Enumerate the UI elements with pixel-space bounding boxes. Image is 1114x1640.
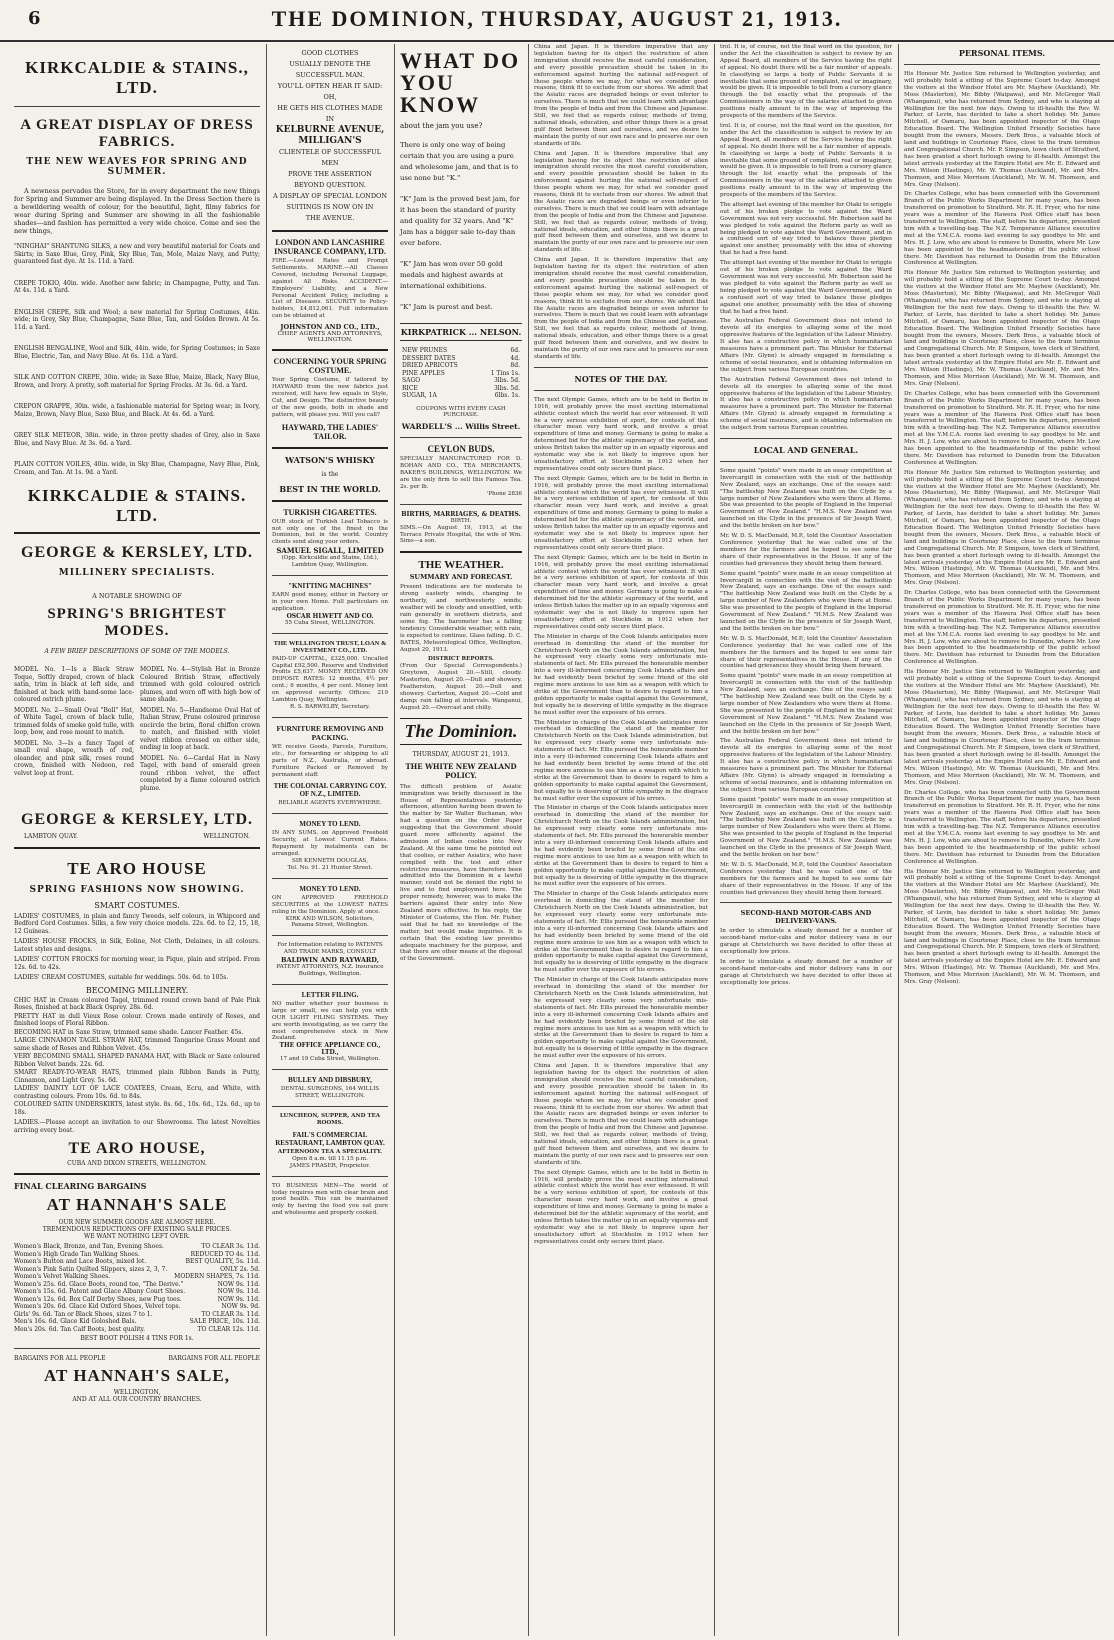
knitting-addr: 55 Cuba Street, WELLINGTON. <box>284 619 376 626</box>
milligan-ad <box>272 48 388 224</box>
ceylon-body: SPECIALLY MANUFACTURED FOR D. BOHAN AND CO., TEA MERCHANTS, BAKER'S BUILDINGS, WELLINGTON. We are the only firm to sell this Famous Tea. 2s. per lb. <box>400 456 522 490</box>
hannah-item-price: TO CLEAR 3s. 11d. <box>201 1243 260 1250</box>
knitting-head: "KNITTING MACHINES" <box>288 582 372 591</box>
te-aro-subhead: SPRING FASHIONS NOW SHOWING. <box>29 884 245 895</box>
personal-items-repeat: Dr. Charles College, who has been connected with the Government Branch of the Public Works Department for many years, has been transferred on promotion to Stratford. Mr. R. H. Fryer, who for nine years was a member of the Hawera Post Office staff has been transferred to Wellington. The staff, before his departure, presented him with a travelling-bag. The N.Z. Temperance Alliance executive met at the Y.M.C.A. rooms last evening to say goodbye to Mr. and Mrs. H. J. Low, who are about to remove to Dunedin, where Mr. Low has been appointed to the headmastership of the public school there. Mr. Davidson has returned to Dunedin from the Education Conference at Wellington. <box>904 789 1100 865</box>
london-lancashire-body: FIRE.—Lowest Rates and Prompt Settlements. MARINE.—All Classes Covered, including Personal Luggage, against All Risks. ACCIDENT.—Employers' Liability, and a New Personal Accident Policy, including a List of Diseases. SECURITY to Policy-holders, £4,812,061. Full information can be obtained at <box>272 258 388 320</box>
models-grid <box>14 663 260 795</box>
hannah-item-name: Women's Velvet Walking Shoes. <box>14 1273 111 1280</box>
hannah-item-name: Women's Pink Satin Quilted Slippers, sizes 2, 3, 7. <box>14 1265 168 1273</box>
money-lend-head-2: MONEY TO LEND. <box>299 884 361 893</box>
hannah-price-row <box>14 1288 260 1296</box>
fabric-item: ENGLISH BENGALINE, Wool and Silk, 44in. wide, for Spring Costumes; in Saxe Blue, Electric, Tan, and Navy Blue. At 6s. 11d. a Yard. <box>14 345 260 360</box>
milligan-line: SUITINGS IS NOW ON IN <box>286 203 374 211</box>
personal-items-repeat: His Honour Mr. Justice Sim returned to Wellington yesterday, and will probably hold a sitting of the Supreme Court to-day. Amongst the visitors at the Windsor Hotel are Mr. Mayhew (Auckland), Mr. Moss (Masterton), Mr. Bibby (Waipawa), and Mr. McGregor Wall (Whanganui), who has returned from Sydney, and who is staying at Wellington for the next few days. Owing to ill-health the Rev. W. Parker, of Levin, has decided to take a short holiday. Mr. James Mitchell, of Oamaru, has been appointed inspector of the Otago Education Board. The Wellington United Friendly Societies have bought from the owners, Messrs. Derk Bros., a valuable block of land and buildings in Courtenay Place, close to the tram terminus and Congregational Church. Mr. P. Simpson, town clerk of Stratford, has been granted a short furlough owing to ill-health. Amongst the latest arrivals yesterday at the Empire Hotel are Mr. E. Edward and Mrs. Wilson (Hastings), Mr. W. Thomas (Auckland), Mr. and Mrs. Thomson, and Miss Morrison (Auckland), Mr. W. M. Thomson, and Mrs. Gray (Nelson). <box>904 669 1100 786</box>
hannah-item-price: TO CLEAR 3s. 11d. <box>201 1310 260 1318</box>
jam-ad-line: "K" Jam is purest and best. <box>400 303 493 311</box>
milligan-line: USUALLY DENOTE THE <box>289 60 371 68</box>
watson-ad <box>272 455 388 494</box>
notes-of-the-day-head: NOTES OF THE DAY. <box>574 373 668 384</box>
masthead <box>0 0 1114 42</box>
hannah-item-price: NOW 9s. 11d. <box>217 1295 260 1303</box>
policy-body: The difficult problem of Asiatic immigration was briefly discussed in the House of Representatives yesterday afternoon, attention having been drawn to the matter by Sir Walter Buchanan, who had a question on the Order Paper suggesting that the Government should guard more efficiently against the admission of Indian coolies into New Zealand. At the same time he pointed out that coolies, or rather Asiatics, who have complied with the test and other restrictive measures, have therefore been admitted into the Dominion in a lawful manner, could not be denied the right to live and to find employment here. The proper remedy, however, was to make the barriers against their entry into New Zealand more effective. In his reply, the Minister of Customs, the Hon. Mr. Fisher, said that he had no knowledge of the matter, but would make inquiries. It is certain that the existing law provides adequate machinery for the purpose, and that there are other means at the disposal of the Government. <box>400 783 522 963</box>
births-head: BIRTHS, MARRIAGES, & DEATHS. <box>401 510 521 518</box>
model-description: MODEL No. 5—Handsome Oval Hat of Italian Straw, Prune coloured primrose encircle the brim, floral chiffon crown to match, and finished with violet velvet ribbon crossed on either side, ending in loop at back. <box>140 706 260 751</box>
birth-label: BIRTH. <box>450 517 472 524</box>
location-right: WELLINGTON. <box>203 833 250 840</box>
patents-sub: PATENT ATTORNEYS, N.Z. Insurance Buildings, Wellington. <box>276 964 384 978</box>
fabric-item: "NINGHAI" SHANTUNG SILKS, a new and very beautiful material for Coats and Skirts; in Saxe Blue, Grey, Pink, Sky Blue, Tan, Mole, Maize Navy, and Putty; guaranteed fast dye. At 1s. 11d. a Yard. <box>14 243 260 265</box>
money-lend-addr: Tel. No. 91. 21 Hunter Street. <box>287 864 373 871</box>
te-aro-address: CUBA AND DIXON STREETS, WELLINGTON. <box>67 1160 207 1167</box>
personal-items-repeat: Dr. Charles College, who has been connected with the Government Branch of the Public Works Department for many years, has been transferred on promotion to Stratford. Mr. R. H. Fryer, who for nine years was a member of the Hawera Post Office staff has been transferred to Wellington. The staff, before his departure, presented him with a travelling-bag. The N.Z. Temperance Alliance executive met at the Y.M.C.A. rooms last evening to say goodbye to Mr. and Mrs. H. J. Low, who are about to remove to Dunedin, where Mr. Low has been appointed to the headmastership of the public school there. Mr. Davidson has returned to Dunedin from the Education Conference at Wellington. <box>904 590 1100 666</box>
column-6 <box>900 44 1104 1634</box>
money-lend-body-2: ON APPROVED FREEHOLD SECURITIES at the LOWEST RATES ruling in the Dominion. Apply at once. <box>272 894 388 915</box>
olympic-note-repeat: The next Olympic Games, which are to be held in Berlin in 1916, will probably prove the most exciting international athletic contest which the world has ever witnessed. It will be a very serious exhibition of sport, for contests of this character mean very hard work, and involve a great expenditure of time and money. Germany is going to make a determined bid for the athletic supremacy of the world, and unless British takes the matter up in an equally vigorous and systematic way she is not likely to improve upon her unsatisfactory effort at Stockholm in 1912 when her representatives could only secure third place. <box>534 475 708 551</box>
minister-note: The Minister in charge of the Cook Islands anticipates more overhead in domiciling the stand of the member for Christchurch North on the Cook Islands administration, but he expressed very clearly some very unfortunate mis-statements of fact. Mr. Ellis pursued the honourable member into a very ill-informed concerning Cook Islands affairs and he had evidently been briefed by some friend of the old regime more anxious to use him as a weapon with which to strike at the Government than to desire to regard to him a golden opportunity to make capital against the Government, but equally he is deserving of little sympathy in the disgrace he must suffer over the exposure of his errors. <box>534 633 708 716</box>
furniture-body: WE receive Goods, Parcels, Furniture, etc., for forwarding or shipping to all parts of N.Z., Australia, or abroad. Furniture Packed or Removed by permanent staff. <box>272 743 388 778</box>
grocery-price: 6lbs. 1s. <box>494 392 520 399</box>
trust-sec: R. S. BARWELBY, Secretary. <box>290 704 370 710</box>
milligan-line: HE GETS HIS CLOTHES MADE <box>277 104 383 112</box>
kirkcaldie-subhead: THE NEW WEAVES FOR SPRING AND SUMMER. <box>26 157 248 177</box>
george-kersley-subhead: MILLINERY SPECIALISTS. <box>58 568 216 578</box>
hannah-price-row <box>14 1311 260 1319</box>
hannah-head: FINAL CLEARING BARGAINS <box>14 1181 147 1191</box>
policy-continued-repeat: China and Japan. It is therefore imperative that any legislation having for its object the restriction of alien immigration should receive the most careful consideration, and every possible precaution should be taken in its enforcement against hurting the national self-respect of those people whom we may, for what we consider good reasons, think fit to exclude from our shores. We admit that the Asiatic races are degraded beings or even inferior to ourselves. There is much that we could learn with advantage from the people of India and from the Chinese and Japanese. Still, we feel that as regards colour, methods of living, national ideals, education, and other things there is a great gulf fixed between them and ourselves, and we desire to maintain the purity of our own race and to preserve our own standards of life. <box>534 257 708 360</box>
hannah-polish: BEST BOOT POLISH 4 TINS FOR 1s. <box>80 1335 194 1342</box>
millinery-item: PRETTY HAT in dull Vieux Rose colour. Crown made entirely of Roses, and finished loops of Floral Ribbon. <box>14 1012 260 1027</box>
hannah-item-name: Men's 16s. 6d. Glace Kid Goloshed Bals. <box>14 1318 137 1325</box>
jam-ad-line: "K" Jam has won over 50 gold medals and highest awards at international exhibitions. <box>400 260 504 290</box>
hannah-item-price: NOW 9s. 11d. <box>217 1280 260 1288</box>
hannah-line: WE WANT NOTHING LEFT OVER. <box>84 1233 190 1240</box>
milligan-line: PROVE THE ASSERTION <box>288 170 372 178</box>
te-aro-title: TE ARO HOUSE <box>67 858 207 878</box>
policy-continued-repeat: China and Japan. It is therefore imperative that any legislation having for its object the restriction of alien immigration should receive the most careful consideration, and every possible precaution should be taken in its enforcement against hurting the national self-respect of those people whom we may, for what we consider good reasons, think fit to exclude from our shores. We admit that the Asiatic races are degraded beings or even inferior to ourselves. There is much that we could learn with advantage from the people of India and from the Chinese and Japanese. Still, we feel that as regards colour, methods of living, national ideals, education, and other things there is a great gulf fixed between them and ourselves, and we desire to maintain the purity of our own race and to preserve our own standards of life. <box>534 150 708 254</box>
otaki-note: The attempt last evening of the member for Otaki to wriggle out of his broken pledge to vote against the Ward Government was not very successful. Mr. Robertson said he was pledged to vote against the Reform party as well as being pledged to vote against the Ward Government, and in a confused sort of way tried to balance these pledges against one another, presumably with the idea of showing that he had a free hand. <box>720 201 892 257</box>
second-hand-head: SECOND-HAND MOTOR-CABS AND DELIVERY-VANS. <box>740 909 872 926</box>
what-do-you-know-title: WHAT DO YOU KNOW <box>400 48 521 117</box>
costume-item: LADIES' COSTUMES, in plain and fancy Tweeds, self colours, in Whipcord and Bedford Cord Costumes. Silks, a few very choice models. 22s. 6d. to 12, 15, 18, 12 Guineas. <box>14 912 260 935</box>
spring-modes-headline: SPRING'S BRIGHTEST MODES. <box>47 606 227 639</box>
milligan-line: THE AVENUE. <box>305 214 355 222</box>
second-hand-body-repeat: In order to stimulate a steady demand for a number of second-hand motor-cabs and motor delivery vans in our garage at Christchurch we have decided to offer these at exceptionally low prices. <box>720 959 892 986</box>
personal-items-body: His Honour Mr. Justice Sim returned to Wellington yesterday, and will probably hold a sitting of the Supreme Court to-day. Amongst the visitors at the Windsor Hotel are Mr. Mayhew (Auckland), Mr. Moss (Masterton), Mr. Bibby (Waipawa), and Mr. McGregor Wall (Whanganui), who has returned from Sydney, and who is staying at Wellington for the next few days. Owing to ill-health the Rev. W. Parker, of Levin, has decided to take a short holiday. Mr. James Mitchell, of Oamaru, has been appointed inspector of the Otago Education Board. The Wellington United Friendly Societies have bought from the owners, Messrs. Derk Bros., a valuable block of land and buildings in Courtenay Place, close to the tram terminus and Congregational Church. Mr. P. Simpson, town clerk of Stratford, has been granted a short furlough owing to ill-health. Amongst the latest arrivals yesterday at the Empire Hotel are Mr. E. Edward and Mrs. Wilson (Hastings), Mr. W. Thomas (Auckland), Mr. and Mrs. Thomson, and Miss Morrison (Auckland), Mr. W. M. Thomson, and Mrs. Gray (Nelson). <box>904 71 1100 188</box>
location-left: LAMBTON QUAY. <box>24 833 78 840</box>
column-1 <box>10 44 264 1634</box>
millinery-item: BECOMING HAT in Saxe Straw, trimmed same shade. Lancer Feather. 45s. <box>14 1028 244 1036</box>
policy-continued: China and Japan. It is therefore imperative that any legislation having for its object the restriction of alien immigration should receive the most careful consideration, and every possible precaution should be taken in its enforcement against hurting the national self-respect of those people whom we may, for what we consider good reasons, think fit to exclude from our shores. We admit that the Asiatic races are degraded beings or even inferior to ourselves. There is much that we could learn with advantage from the people of India and from the Chinese and Japanese. Still, we feel that as regards colour, methods of living, national ideals, education, and other things there is a great gulf fixed between them and ourselves, and we desire to maintain the purity of our own race and to preserve our own standards of life. <box>534 44 708 147</box>
hannah-item-price: SALE PRICE, 10s. 11d. <box>189 1318 260 1325</box>
federal-note-repeat: The Australian Federal Government does not intend to devote all its energies to allaying some of the most oppressive features of the legislation of the Labour Ministry. It also has a constructive policy in which humanitarian measures have a prominent part. The Minister for External Affairs (Mr. Glynn) is already engaged in formulating a scheme of social insurance, and is obtaining information on the subject from various European countries. <box>720 376 892 432</box>
money-lend-addr-2: Panama Street, Wellington. <box>291 922 369 929</box>
grocery-price-row <box>402 392 520 400</box>
minister-note-repeat: The Minister in charge of the Cook Islands anticipates more overhead in domiciling the stand of the member for Christchurch North on the Cook Islands administration, but he expressed very clearly some very unfortunate mis-statements of fact. Mr. Ellis pursued the honourable member into a very ill-informed concerning Cook Islands affairs and he had evidently been briefed by some friend of the old regime more anxious to use him as a weapon with which to strike at the Government than to desire to regard to him a golden opportunity to make capital against the Government, but equally he is deserving of little sympathy in the disgrace he must suffer over the exposure of his errors. <box>534 977 708 1060</box>
grocery-item: DRIED APRICOTS <box>402 362 458 369</box>
local-note-repeat: Some quaint "points" were made in an essay competition at Invercargill in connection with the visit of the battleship New Zealand, says an exchange. One of the essays said: "The battleship New Zealand was built on the Clyde by a large number of New Zealanders who were there at Home. She was presented to the people of England in the Imperial Government of New Zealand." "H.M.S. New Zealand was launched on the Clyde in the presence of Sir Joseph Ward, and the bottle broken on her bow." <box>720 570 892 632</box>
hayward-name: HAYWARD, THE LADIES' TAILOR. <box>281 422 379 441</box>
hannah-item-name: Women's High Grade Tan Walking Shoes. <box>14 1250 140 1258</box>
model-description: MODEL No. 3—Is a fancy Tagel of small oval shape, wreath of red, oleander, and pink silk, roses round crown, finished with Nedoon, red velvet loop at front. <box>14 739 134 777</box>
fabric-item: CREPE TOKIO, 40in. wide. Another new fabric; in Champagne, Putty, and Tan. At 4s. 11d. a Yard. <box>14 279 260 294</box>
fabric-item: SILK AND COTTON CREPE, 30in. wide; in Saxe Blue, Maize, Black, Navy Blue, Brown, and Ivory. A pretty, soft material for Spring Frocks. At 3s. 6d. a Yard. <box>14 374 260 389</box>
watson-line: is the <box>321 470 339 478</box>
trust-head: THE WELLINGTON TRUST, LOAN & INVESTMENT CO., LTD. <box>273 639 387 654</box>
fails-name: JAMES FRASER, Proprietor. <box>289 1162 371 1169</box>
milligan-line: YOU'LL OFTEN HEAR IT SAID: OH, <box>277 82 383 101</box>
column-rule <box>266 44 267 1636</box>
grocery-price-list <box>402 347 520 400</box>
office-name: THE OFFICE APPLIANCE CO., LTD., <box>279 1042 381 1057</box>
hannah-line: OUR NEW SUMMER GOODS ARE ALMOST HERE. <box>58 1219 216 1226</box>
milligan-line: MILLIGAN'S <box>298 136 362 146</box>
models-intro: A FEW BRIEF DESCRIPTIONS OF SOME OF THE MODELS. <box>44 648 230 655</box>
millinery-item: VERY BECOMING SMALL SHAPED PANAMA HAT, with Black or Saxe coloured Ribbon Velvet bands. 22s. 6d. <box>14 1053 260 1068</box>
millinery-item: COLOURED SATIN UNDERSKIRTS, latest style. 8s. 6d., 10s. 6d., 12s. 6d., up to 18s. <box>14 1101 260 1116</box>
mp-note-repeat: Mr. W. D. S. MacDonald, M.P., told the Counties' Association Conference yesterday that he was called one of the members for the farmers and he hoped to see some fair share of their representatives in the House. If any of the counties had grievances they should bring them forward. <box>720 861 892 896</box>
jam-ad-line: There is only one way of being certain that you are using a pure and wholesome jam, and that is to use none but "K." <box>400 141 519 182</box>
olympic-note: The next Olympic Games, which are to be held in Berlin in 1916, will probably prove the most exciting international athletic contest which the world has ever witnessed. It will be a very serious exhibition of sport, for contests of this character mean very hard work, and involve a great expenditure of time and money. Germany is going to make a determined bid for the athletic supremacy of the world, and unless British takes the matter up in an equally vigorous and systematic way she is not likely to improve upon her unsatisfactory effort at Stockholm in 1912 when her representatives could only secure third place. <box>534 396 708 472</box>
milligan-line: IN <box>325 115 335 123</box>
patents-head: For Information relating to PATENTS AND TRADE MARKS, CONSULT <box>277 942 383 956</box>
hannah-line: TREMENDOUS REDUCTIONS OFF EXISTING SALE PRICES. <box>42 1226 232 1233</box>
hannah-item-price: NOW 9s. 11d. <box>217 1288 260 1295</box>
what-do-you-know-sub: about the jam you use? <box>400 122 483 130</box>
minister-note-repeat: The Minister in charge of the Cook Islands anticipates more overhead in domiciling the stand of the member for Christchurch North on the Cook Islands administration, but he expressed very clearly some very unfortunate mis-statements of fact. Mr. Ellis pursued the honourable member into a very ill-informed concerning Cook Islands affairs and he had evidently been briefed by some friend of the old regime more anxious to use him as a weapon with which to strike at the Government than to desire to regard to him a golden opportunity to make capital against the Government, but equally he is deserving of little sympathy in the disgrace he must suffer over the exposure of his errors. <box>534 805 708 888</box>
hannah-item-name: Women's 25s. 6d. Glace Boots, round toe, "The Derive." <box>14 1280 184 1288</box>
costume-item: LADIES' HOUSE FROCKS, in Silk, Eoline, Not Cloth, Delaines, in all colours. Latest styles and designs. <box>14 938 260 953</box>
turkish-head: TURKISH CIGARETTES. <box>283 507 377 517</box>
money-lend-name-2: KIRK AND WILSON, Solicitors, <box>285 915 375 922</box>
office-addr: 17 and 19 Cuba Street, Wellington. <box>280 1056 380 1063</box>
millinery-item: LADIES' DAINTY LOT OF LACE COATEES, Cream, Ecru, and White, with contrasting colours. From 10s. 6d. to 84s. <box>14 1085 260 1100</box>
te-aro-note: LADIES.—Please accept an invitation to our Showrooms. The latest Novelties arriving every boat. <box>14 1119 260 1134</box>
hannah-price-row <box>14 1318 260 1326</box>
weather-sub: SUMMARY AND FORECAST. <box>409 573 513 582</box>
hayward-head: CONCERNING YOUR SPRING COSTUME. <box>273 357 387 376</box>
paper-nameplate: The Dominion. <box>400 718 522 745</box>
hannah-footer: AT HANNAH'S SALE, <box>44 1365 230 1385</box>
grocery-price-row <box>402 385 520 393</box>
paper-date: THURSDAY, AUGUST 21, 1913. <box>412 750 510 758</box>
grocery-price-row <box>402 362 520 370</box>
hannah-price-row <box>14 1273 260 1281</box>
grocery-item: DESSERT DATES <box>402 354 456 362</box>
te-aro-footer: TE ARO HOUSE, <box>68 1140 206 1157</box>
letter-filing-head: LETTER FILING. <box>301 990 359 999</box>
hannah-price-row <box>14 1251 260 1259</box>
grocery-price: 6d. <box>510 347 520 354</box>
hannah-item-price: BEST QUALITY, 5s. 11d. <box>185 1258 260 1265</box>
model-description: MODEL No. 6—Cardal Hat in Navy Tagel, with band of emerald green round ribbon velvet, the effect completed by a flame coloured ostrich plume. <box>140 754 260 792</box>
personal-items-repeat: Dr. Charles College, who has been connected with the Government Branch of the Public Works Department for many years, has been transferred on promotion to Stratford. Mr. R. H. Fryer, who for nine years was a member of the Hawera Post Office staff has been transferred to Wellington. The staff, before his departure, presented him with a travelling-bag. The N.Z. Temperance Alliance executive met at the Y.M.C.A. rooms last evening to say goodbye to Mr. and Mrs. H. J. Low, who are about to remove to Dunedin, where Mr. Low has been appointed to the headmastership of the public school there. Mr. Davidson has returned to Dunedin from the Education Conference at Wellington. <box>904 390 1100 466</box>
hannah-price-list <box>14 1243 260 1333</box>
bulley-head: BULLEY AND DIBSBURY, <box>288 1076 372 1085</box>
patents-name: BALDWIN AND RAYWARD, <box>281 956 379 965</box>
hannah-title: AT HANNAH'S SALE <box>46 1195 228 1214</box>
milligan-line: SUCCESSFUL MAN. <box>295 71 365 79</box>
grocery-price-row <box>402 377 520 385</box>
becoming-millinery-head: BECOMING MILLINERY. <box>85 985 189 995</box>
grocery-price-row <box>402 355 520 363</box>
london-agent-sub: CHIEF AGENTS AND ATTORNEYS, WELLINGTON. <box>277 331 383 344</box>
classification-note: trol. It is, of course, not the final word on the question, for under the Act the classification is subject to review by an Appeal Board, all members of the Service having the right of appeal. No doubt there will be a fair number of appeals. In classifying so large a body of Public Servants it is inevitable that some ground of complaint, real or imaginary, would be given. It is impossible to tell from a cursory glance through the list exactly what the proposals of the Commissioners in the way of the salaries attached to given positions really amount to in the way of improving the prospects of the members of the Service. <box>720 44 892 120</box>
jam-ad-line: "K" Jam is the proved best jam, for it has been the standard of purity and quality for 32 years. And "K" Jam has a bigger sale to-day than ever before. <box>400 195 520 247</box>
column-3 <box>396 44 526 1634</box>
model-description: MODEL No. 1—Is a Black Straw Toque, Softly draped, crown of black satin, trim in black at left side, and finished at back with hand-some lace-coloured ostrich plume. <box>14 666 134 703</box>
ceylon-phone: 'Phone 2836 <box>486 490 522 497</box>
hayward-body: Your Spring Costume, if tailored by HAYWARD from the new fabrics just received, will have few equals in Style, Cut, and Design. The distinctive beauty of the new goods, both in shade and pattern, will please you. Will you call? <box>272 377 388 418</box>
local-note-repeat: Some quaint "points" were made in an essay competition at Invercargill in connection with the visit of the battleship New Zealand, says an exchange. One of the essays said: "The battleship New Zealand was built on the Clyde by a large number of New Zealanders who were there at Home. She was presented to the people of England in the Imperial Government of New Zealand." "H.M.S. New Zealand was launched on the Clyde in the presence of Sir Joseph Ward, and the bottle broken on her bow." <box>720 673 892 735</box>
column-rule <box>394 44 395 1636</box>
column-2 <box>268 44 392 1634</box>
hannah-item-name: Women's 15s. 6d. Patent and Glace Albany Court Shoes. <box>14 1288 186 1295</box>
kirkcaldie-headline: A GREAT DISPLAY OF DRESS FABRICS. <box>20 117 254 150</box>
notable-showing: A NOTABLE SHOWING OF <box>92 592 182 600</box>
hannah-price-row <box>14 1326 260 1334</box>
grocery-price: 1 Tins 1s. <box>490 369 520 377</box>
smart-costumes-head: SMART COSTUMES. <box>94 900 180 910</box>
newspaper-title: THE DOMINION, THURSDAY, AUGUST 21, 1913. <box>271 6 843 31</box>
hannah-item-name: Men's 20s. 6d. Tan Calf Boots, best quality. <box>14 1325 146 1333</box>
business-men-ad: TO BUSINESS MEN—The world of today requires men with clear brain and good health. This can be maintained only by having the food you eat pure and wholesome and properly cooked. <box>272 1182 388 1217</box>
birth-notice: SIMS.—On August 19, 1913, at the Terrace Private Hospital, the wife of Wm. Sims—a son. <box>400 524 522 545</box>
hannah-item-price: NOW 9s. 9d. <box>221 1303 260 1310</box>
hannah-item-price: REDUCED TO 4s. 11d. <box>190 1250 260 1258</box>
grocery-price-row <box>402 370 520 378</box>
grocery-price: 3lbs. 5d. <box>493 377 520 384</box>
trust-body: PAID-UP CAPITAL, £325,000. Uncalled Capital £92,500. Reserve and Undivided Profits £5,637. MONEY RECEIVED ON DEPOSIT. RATES: 12 months, 4½ per cent.; 6 months, 4 per cent. Money lent on approved security. Offices: 219 Lambton Quay, Wellington. <box>272 655 388 704</box>
second-hand-body: In order to stimulate a steady demand for a number of second-hand motor-cabs and motor delivery vans in our garage at Christchurch we have decided to offer these at exceptionally low prices. <box>720 928 892 956</box>
london-agent: JOHNSTON AND CO., LTD., <box>280 323 380 332</box>
classification-note-repeat: trol. It is, of course, not the final word on the question, for under the Act the classification is subject to review by an Appeal Board, all members of the Service having the right of appeal. No doubt there will be a fair number of appeals. In classifying so large a body of Public Servants it is inevitable that some ground of complaint, real or imaginary, would be given. It is impossible to tell from a cursory glance through the list exactly what the proposals of the Commissioners in the way of the salaries attached to given positions really amount to in the way of improving the prospects of the members of the Service. <box>720 122 892 199</box>
policy-head: THE WHITE NEW ZEALAND POLICY. <box>405 761 517 780</box>
money-lend-head: MONEY TO LEND. <box>299 820 361 829</box>
fails-head: FAIL'S COMMERCIAL RESTAURANT, LAMBTON QUAY. <box>275 1130 385 1147</box>
hannah-item-price: MODERN SHAPES, 7s. 11d. <box>174 1273 260 1280</box>
knitting-body: EARN good money, either in Factory or in your own Home. Full particulars on application. <box>272 592 388 612</box>
london-lancashire-title: LONDON AND LANCASHIRE INSURANCE COMPANY, LTD. <box>274 238 386 256</box>
bargains-right: BARGAINS FOR ALL PEOPLE <box>168 1355 260 1362</box>
personal-items-body-2: Dr. Charles College, who has been connected with the Government Branch of the Public Works Department for many years, has been transferred on promotion to Stratford. Mr. R. H. Fryer, who for nine years was a member of the Hawera Post Office staff has been transferred to Wellington. The staff, before his departure, presented him with a travelling-bag. The N.Z. Temperance Alliance executive met at the Y.M.C.A. rooms last evening to say goodbye to Mr. and Mrs. H. J. Low, who are about to remove to Dunedin, where Mr. Low has been appointed to the headmastership of the public school there. Mr. Davidson has returned to Dunedin from the Education Conference at Wellington. <box>904 191 1100 267</box>
fabric-item: GREY SILK METEOR, 38in. wide, in three pretty shades of Grey, also in Saxe Blue, and Navy Blue. At 3s. 6d. a Yard. <box>14 432 260 447</box>
milligan-line: GOOD CLOTHES <box>301 49 359 57</box>
district-head: DISTRICT REPORTS. <box>428 656 494 663</box>
luncheon-head: LUNCHEON, SUPPER, AND TEA ROOMS. <box>279 1113 381 1126</box>
costume-item: LADIES' CREAM COSTUMES, suitable for weddings. 50s. 6d. to 105s. <box>14 974 229 981</box>
hannah-price-row <box>14 1281 260 1289</box>
fabric-item: ENGLISH CREPE, Silk and Wool; a new material for Spring Costumes, 44in. wide; in Grey, Sky Blue, Champagne, Saxe Blue, Tan, and Golden Brown. At 5s. 11d. a Yard. <box>14 308 260 331</box>
hannah-item-name: Women's Black, Bronze, and Tan, Evening Shoes. <box>14 1243 164 1250</box>
minister-note-repeat: The Minister in charge of the Cook Islands anticipates more overhead in domiciling the stand of the member for Christchurch North on the Cook Islands administration, but he expressed very clearly some very unfortunate mis-statements of fact. Mr. Ellis pursued the honourable member into a very ill-informed concerning Cook Islands affairs and he had evidently been briefed by some friend of the old regime more anxious to use him as a weapon with which to strike at the Government than to desire to regard to him a golden opportunity to make capital against the Government, but equally he is deserving of little sympathy in the disgrace he must suffer over the exposure of his errors. <box>534 891 708 974</box>
local-note: Some quaint "points" were made in an essay competition at Invercargill in connection with the visit of the battleship New Zealand, says an exchange. One of the essays said: "The battleship New Zealand was built on the Clyde by a large number of New Zealanders who were there at Home. She was presented to the people of England in the Imperial Government of New Zealand." "H.M.S. New Zealand was launched on the Clyde in the presence of Sir Joseph Ward, and the bottle broken on her bow." <box>720 467 892 530</box>
bargains-left: BARGAINS FOR ALL PEOPLE <box>14 1355 106 1362</box>
milligan-line: CLIENTELE OF SUCCESSFUL MEN <box>278 148 382 167</box>
hannah-branches: AND AT ALL OUR COUNTRY BRANCHES. <box>72 1395 202 1403</box>
model-description: MODEL No. 4—Stylish Hat in Bronze Coloured British Straw, effectively trimmed with gold coloured ostrich plumes, and worn off with high bow of same shade. <box>140 666 260 703</box>
george-kersley-location <box>24 833 250 841</box>
personal-items-repeat: His Honour Mr. Justice Sim returned to Wellington yesterday, and will probably hold a sitting of the Supreme Court to-day. Amongst the visitors at the Windsor Hotel are Mr. Mayhew (Auckland), Mr. Moss (Masterton), Mr. Bibby (Waipawa), and Mr. McGregor Wall (Whanganui), who has returned from Sydney, and who is staying at Wellington for the next few days. Owing to ill-health the Rev. W. Parker, of Levin, has decided to take a short holiday. Mr. James Mitchell, of Oamaru, has been appointed inspector of the Otago Education Board. The Wellington United Friendly Societies have bought from the owners, Messrs. Derk Bros., a valuable block of land and buildings in Courtenay Place, close to the tram terminus and Congregational Church. Mr. P. Simpson, town clerk of Stratford, has been granted a short furlough owing to ill-health. Amongst the latest arrivals yesterday at the Empire Hotel are Mr. E. Edward and Mrs. Wilson (Hastings), Mr. W. Thomas (Auckland), Mr. and Mrs. Thomson, and Miss Morrison (Auckland), Mr. W. M. Thomson, and Mrs. Gray (Nelson). <box>904 270 1100 387</box>
federal-note: The Australian Federal Government does not intend to devote all its energies to allaying some of the most oppressive features of the legislation of the Labour Ministry. It also has a constructive policy in which humanitarian measures have a prominent part. The Minister for External Affairs (Mr. Glynn) is already engaged in formulating a scheme of social insurance, and is obtaining information on the subject from various European countries. <box>720 318 892 373</box>
hannah-item-name: Women's Button and Lace Boots, mixed lot. <box>14 1258 147 1265</box>
weather-body: Present indications are for moderate to strong easterly winds, changing to northerly, and northwesterly winds; weather will be cloudy and unsettled, with rain generally in southern districts, and some fog. The barometer has a falling tendency. Considerable weather, with rain, is expected to continue. Glass falling. D. C. BATES, Meteorological Office, Wellington, August 20, 1913. <box>400 584 522 653</box>
turkish-body: OUR stock of Turkish Leaf Tobacco is not only one of the finest in the Dominion, but in the world. Country clients send along your orders. <box>272 518 388 546</box>
hannah-item-name: Women's 20s. 6d. Glace Kid Oxford Shoes, Velvet tops. <box>14 1303 181 1310</box>
mp-note-repeat: Mr. W. D. S. MacDonald, M.P., told the Counties' Association Conference yesterday that he was called one of the members for the farmers and he hoped to see some fair share of their representatives in the House. If any of the counties had grievances they should bring them forward. <box>720 635 892 670</box>
local-general-head: LOCAL AND GENERAL. <box>753 444 859 455</box>
colonial-sub: RELIABLE AGENTS EVERYWHERE. <box>278 800 382 807</box>
fails-hours: Open 8 a.m. till 11.15 p.m. <box>292 1155 368 1162</box>
otaki-note-repeat: The attempt last evening of the member for Otaki to wriggle out of his broken pledge to vote against the Ward Government was not very successful. Mr. Robertson said he was pledged to vote against the Reform party as well as being pledged to vote against the Ward Government, and in a confused sort of way tried to balance these pledges against one another, presumably with the idea of showing that he had a free hand. <box>720 260 892 315</box>
grocery-item: SAGO <box>402 377 421 384</box>
federal-note-repeat: The Australian Federal Government does not intend to devote all its energies to allaying some of the most oppressive features of the legislation of the Labour Ministry. It also has a constructive policy in which humanitarian measures have a prominent part. The Minister for External Affairs (Mr. Glynn) is already engaged in formulating a scheme of social insurance, and is obtaining information on the subject from various European countries. <box>720 738 892 793</box>
grocery-price: 8d. <box>510 362 520 369</box>
millinery-item: LARGE CINNAMON TAGEL STRAW HAT, trimmed Tangarine Grass Mount and same shade of Roses and Ribbon Velvet. 45s. <box>14 1037 260 1052</box>
george-kersley-title: GEORGE & KERSLEY, LTD. <box>21 544 253 561</box>
grocery-item: PINE APPLES <box>402 369 445 377</box>
knitting-name: OSCAR HLWETT AND CO. <box>286 612 374 620</box>
grocery-price: 3lbs. 5d. <box>493 384 520 392</box>
money-lend-name: SIR KENNETH DOUGLAS, <box>292 857 368 864</box>
hannah-item-price: TO CLEAR 12s. 11d. <box>197 1325 260 1333</box>
hannah-price-row <box>14 1303 260 1311</box>
milligan-line: A DISPLAY OF SPECIAL LONDON <box>272 192 388 200</box>
page-number: 6 <box>28 8 41 29</box>
fabric-item: CREPON GRAPPE, 30in. wide, a fashionable material for Spring wear; in Ivory, Maize, Brown, Navy Blue, Saxe Blue, and Black. At 4s. 6d. a Yard. <box>14 403 260 418</box>
column-rule <box>898 44 899 1636</box>
column-4 <box>530 44 712 1634</box>
coupons-note: COUPONS WITH EVERY CASH PURCHASE. <box>416 405 506 419</box>
furniture-head: FURNITURE REMOVING AND PACKING. <box>276 723 384 742</box>
milligan-line: BEYOND QUESTION. <box>294 181 366 189</box>
column-rule <box>714 44 715 1636</box>
hannah-item-name: Women's 12s. 6d. Box Calf Derby Shoes, new Pug toes. <box>14 1295 182 1303</box>
grocery-price-row <box>402 347 520 355</box>
column-rule <box>528 44 529 1636</box>
milligan-line: KELBURNE AVENUE, <box>275 125 385 135</box>
fails-sub: AFTERNOON TEA A SPECIALITY. <box>277 1148 383 1155</box>
hannah-item-price: ONLY 2s. 5d. <box>220 1265 260 1273</box>
colonial-head: THE COLONIAL CARRYING COY. OF N.Z., LIMITED. <box>273 782 387 799</box>
olympic-note-repeat: The next Olympic Games, which are to be held in Berlin in 1916, will probably prove the most exciting international athletic contest which the world has ever witnessed. It will be a very serious exhibition of sport, for contests of this character mean very hard work, and involve a great expenditure of time and money. Germany is going to make a determined bid for the athletic supremacy of the world, and unless British takes the matter up in an equally vigorous and systematic way she is not likely to improve upon her unsatisfactory effort at Stockholm in 1912 when her representatives could only secure third place. <box>534 554 708 630</box>
hannah-city: WELLINGTON, <box>113 1388 161 1396</box>
kirkcaldie-title: KIRKCALDIE & STAINS., LTD. <box>25 58 249 97</box>
watson-line: BEST IN THE WORLD. <box>279 483 381 494</box>
letter-filing-body: NO matter whether your business is large or small, we can help you with OUR LIGHT FILING SYSTEMS. They are worth investigating, as we carry the most comprehensive stock in New Zealand. <box>272 1000 388 1042</box>
personal-items-repeat: His Honour Mr. Justice Sim returned to Wellington yesterday, and will probably hold a sitting of the Supreme Court to-day. Amongst the visitors at the Windsor Hotel are Mr. Mayhew (Auckland), Mr. Moss (Masterton), Mr. Bibby (Waipawa), and Mr. McGregor Wall (Whanganui), who has returned from Sydney, and who is staying at Wellington for the next few days. Owing to ill-health the Rev. W. Parker, of Levin, has decided to take a short holiday. Mr. James Mitchell, of Oamaru, has been appointed inspector of the Otago Education Board. The Wellington United Friendly Societies have bought from the owners, Messrs. Derk Bros., a valuable block of land and buildings in Courtenay Place, close to the tram terminus and Congregational Church. Mr. P. Simpson, town clerk of Stratford, has been granted a short furlough owing to ill-health. Amongst the latest arrivals yesterday at the Empire Hotel are Mr. E. Edward and Mrs. Wilson (Hastings), Mr. W. Thomas (Auckland), Mr. and Mrs. Thomson, and Miss Morrison (Auckland), Mr. W. M. Thomson, and Mrs. Gray (Nelson). <box>904 469 1100 587</box>
grocery-item: SUGAR, 1A <box>402 392 437 399</box>
hannah-item-name: Girls' 9s. 6d. Tan or Black Shoes, sizes 7 to 1. <box>14 1310 153 1318</box>
kirkcaldie-intro: A newness pervades the Store, for in every department the new things for Spring and Summer are being displayed. In the Dress Section there is a bewildering wealth of colour, for the beautiful, light, filmy fabrics for wear during Spring and Summer are showing in all the fashionable shades—and fashion has permitted a very wide choice. Come and see the new things, <box>14 187 260 235</box>
costume-item: LADIES' COTTON FROCKS for morning wear, in Pique, plain and striped. From 12s. 6d. to 42s. <box>14 956 260 971</box>
hannah-price-row <box>14 1258 260 1266</box>
hannah-price-row <box>14 1296 260 1304</box>
money-lend-body: IN ANY SUMS, on Approved Freehold Security, at Lowest Current Rates. Repayment by instalments can be arranged. <box>272 830 388 858</box>
hannah-price-row <box>14 1243 260 1251</box>
watson-line: WATSON'S WHISKY <box>285 454 375 465</box>
local-note-repeat: Some quaint "points" were made in an essay competition at Invercargill in connection with the visit of the battleship New Zealand, says an exchange. One of the essays said: "The battleship New Zealand was built on the Clyde by a large number of New Zealanders who were there at Home. She was presented to the people of England in the Imperial Government of New Zealand." "H.M.S. New Zealand was launched on the Clyde in the presence of Sir Joseph Ward, and the bottle broken on her bow." <box>720 796 892 858</box>
hannah-bargains <box>14 1355 260 1363</box>
bulley-body: DENTAL SURGEONS, 164 WILLIS STREET, WELLINGTON. <box>280 1086 380 1100</box>
district-body: (From Our Special Correspondents.) Greytown, August 20.—Still, cloudy. Masterton, August 20.—Dull and showery. Featherston, August 20.—Dull and showery. Carterton, August 20.—Cold and damp; rain falling at intervals. Wanganui, August 20.—Overcast and chilly. <box>400 663 522 711</box>
ceylon-head: CEYLON BUDS. <box>427 444 495 455</box>
minister-note-repeat: China and Japan. It is therefore imperative that any legislation having for its object the restriction of alien immigration should receive the most careful consideration, and every possible precaution should be taken in its enforcement against hurting the national self-respect of those people whom we may, for what we consider good reasons, think fit to exclude from our shores. We admit that the Asiatic races are degraded beings or even inferior to ourselves. There is much that we could learn with advantage from the people of India and from the Chinese and Japanese. Still, we feel that as regards colour, methods of living, national ideals, education, and other things there is a great gulf fixed between them and ourselves, and we desire to maintain the purity of our own race and to preserve our own standards of life. <box>534 1063 708 1166</box>
minister-note-repeat: The Minister in charge of the Cook Islands anticipates more overhead in domiciling the stand of the member for Christchurch North on the Cook Islands administration, but he expressed very clearly some very unfortunate mis-statements of fact. Mr. Ellis pursued the honourable member into a very ill-informed concerning Cook Islands affairs and he had evidently been briefed by some friend of the old regime more anxious to use him as a weapon with which to strike at the Government than to desire to regard to him a golden opportunity to make capital against the Government, but equally he is deserving of little sympathy in the disgrace he must suffer over the exposure of his errors. <box>534 719 708 802</box>
fabric-item: PLAIN COTTON VOILES, 40in. wide, in Sky Blue, Champagne, Navy Blue, Pink, Cream, and Tan. At 1s. 9d. a Yard. <box>14 461 260 476</box>
kirkpatrick-footer: KIRKPATRICK ... NELSON. <box>400 323 522 341</box>
mp-note: Mr. W. D. S. MacDonald, M.P., told the Counties' Association Conference yesterday that he was called one of the members for the farmers and he hoped to see some fair share of their representatives in the House. If any of the counties had grievances they should bring them forward. <box>720 533 892 567</box>
grocery-price: 4d. <box>510 354 520 362</box>
grocery-item: NEW PRUNES <box>402 347 448 354</box>
hannah-price-row <box>14 1266 260 1274</box>
wardell-name: WARDELL'S ... Willis Street. <box>401 422 521 432</box>
personal-items-head: PERSONAL ITEMS. <box>958 48 1046 58</box>
weather-head: THE WEATHER. <box>418 559 504 572</box>
millinery-item: CHIC HAT in Cream coloured Tagel, trimmed round crown band of Pale Pink Roses, finished at back Black Osprey. 28s. 6d. <box>14 996 260 1011</box>
column-5 <box>716 44 896 1634</box>
george-kersley-footer: GEORGE & KERSLEY, LTD. <box>21 811 253 828</box>
grocery-item: RICE <box>402 384 418 392</box>
minister-note-repeat: The next Olympic Games, which are to be held in Berlin in 1916, will probably prove the most exciting international athletic contest which the world has ever witnessed. It will be a very serious exhibition of sport, for contests of this character mean very hard work, and involve a great expenditure of time and money. Germany is going to make a determined bid for the athletic supremacy of the world, and unless British takes the matter up in an equally vigorous and systematic way she is not likely to improve upon her unsatisfactory effort at Stockholm in 1912 when her representatives could only secure third place. <box>534 1169 708 1245</box>
model-description: MODEL No. 2—Small Oval "Boll" Hat, of White Tagel, crown of black tulle, trimmed folds of smoke gold tulle, with loop, bow, and rose mount to match. <box>14 706 134 736</box>
millinery-item: SMART READY-TO-WEAR HATS, trimmed plain Ribbon Bands in Putty, Cinnamon, and Light Grey. 5s. 6d. <box>14 1069 260 1084</box>
personal-items-repeat: His Honour Mr. Justice Sim returned to Wellington yesterday, and will probably hold a sitting of the Supreme Court to-day. Amongst the visitors at the Windsor Hotel are Mr. Mayhew (Auckland), Mr. Moss (Masterton), Mr. Bibby (Waipawa), and Mr. McGregor Wall (Whanganui), who has returned from Sydney, and who is staying at Wellington for the next few days. Owing to ill-health the Rev. W. Parker, of Levin, has decided to take a short holiday. Mr. James Mitchell, of Oamaru, has been appointed inspector of the Otago Education Board. The Wellington United Friendly Societies have bought from the owners, Messrs. Derk Bros., a valuable block of land and buildings in Courtenay Place, close to the tram terminus and Congregational Church. Mr. P. Simpson, town clerk of Stratford, has been granted a short furlough owing to ill-health. Amongst the latest arrivals yesterday at the Empire Hotel are Mr. E. Edward and Mrs. Wilson (Hastings), Mr. W. Thomas (Auckland), Mr. and Mrs. Thomson, and Miss Morrison (Auckland), Mr. W. M. Thomson, and Mrs. Gray (Nelson). <box>904 868 1100 985</box>
turkish-name: SAMUEL SIGALL, LIMITED <box>276 546 384 556</box>
turkish-addr: (Opp. Kirkcaldie and Stains, Ltd.), Lambton Quay, Wellington. <box>281 555 379 569</box>
kirkcaldie-footer: KIRKCALDIE & STAINS. LTD. <box>27 486 247 525</box>
